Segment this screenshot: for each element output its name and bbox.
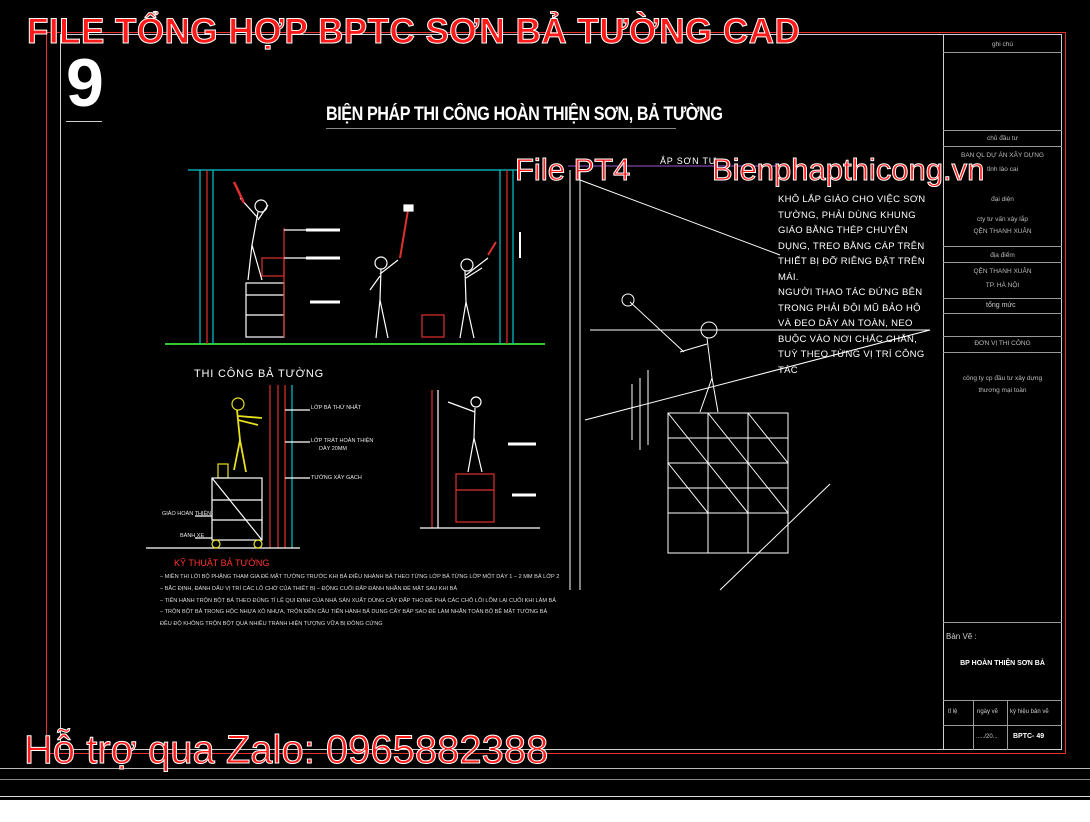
tb-vdivider xyxy=(973,700,974,750)
tb-consultant-label: đại diện xyxy=(991,196,1014,203)
technique-notes xyxy=(160,572,559,631)
technique-line: – MIỀN THI LỚI BỘ PHẬNG THAM GIA ĐỂ MẶT TƯỜNG TRƯỚC KHI BẢ ĐIỀU NHÀNH BẢ THEO TỪNG LỚP BẢ TỪNG LỚP MỘT DÀY 1 – 2 MM BẢ LỚP 2 xyxy=(160,574,560,580)
section-title-paint: ẮP SƠN TƯ xyxy=(660,156,718,166)
tb-address-1: QỆN THANH XUÂN xyxy=(973,268,1032,275)
label-wall: TƯỜNG XÂY GẠCH xyxy=(311,475,362,481)
note-line: TRONG PHẢI ĐỘI MŨ BẢO HỘ xyxy=(778,302,921,314)
tb-divider xyxy=(943,52,1062,53)
tb-drawing-label: Bản Vẽ : xyxy=(946,632,977,641)
tb-date-label: ngày vẽ xyxy=(977,709,999,715)
tb-contractor-2: thương mại toàn xyxy=(978,387,1027,394)
tb-consultant-1: cty tư vấn xây lắp xyxy=(977,216,1028,223)
note-line: TÁC xyxy=(778,364,798,376)
label-layer2b: DÀY 20MM xyxy=(319,446,348,452)
bottom-white-strip xyxy=(0,800,1090,822)
note-line: VÀ ĐEO DÂY AN TOÀN, NEO xyxy=(778,318,913,329)
tb-divider xyxy=(943,352,1062,353)
label-layer2: LỚP TRÁT HOÀN THIỆN xyxy=(311,438,374,444)
label-wheel: BÁNH XE xyxy=(180,533,205,539)
note-line: GIÁO BẰNG THÉP CHUYÊN xyxy=(778,225,909,236)
note-line: BUỘC VÀO NƠI CHẮC CHẮN, xyxy=(778,333,918,345)
section-title-plaster: THI CÔNG BẢ TƯỜNG xyxy=(194,368,325,380)
tb-divider xyxy=(943,336,1062,337)
sheet-number-line xyxy=(66,121,102,122)
technique-line: ĐỀU ĐỘ KHÔNG TRỘN BỘT QUÁ NHIỀU TRÁNH HIỆN TƯỢNG VỮA BỊ ĐÔNG CỨNG xyxy=(160,621,383,628)
overlay-website: Bienphapthicong.vn xyxy=(712,152,985,187)
tb-consultant-2: QỆN THANH XUÂN xyxy=(973,228,1032,235)
tb-divider xyxy=(943,146,1062,147)
paint-elevation xyxy=(165,170,545,344)
plaster-elevation xyxy=(146,385,310,548)
tb-divider xyxy=(943,246,1062,247)
tb-scale-label: tỉ lệ xyxy=(948,709,958,715)
tb-divider xyxy=(943,700,1062,701)
tb-sheet-label: ký hiệu bản vẽ xyxy=(1010,709,1049,715)
note-line: THIẾT BỊ ĐỠ RIÊNG ĐẶT TRÊN xyxy=(778,256,925,267)
tb-divider xyxy=(943,262,1062,263)
technique-title: KỸ THUẬT BẢ TƯỜNG xyxy=(174,558,270,568)
tb-divider xyxy=(943,622,1062,623)
tb-design-label: ĐƠN VỊ THI CÔNG xyxy=(974,340,1031,347)
note-line: KHÔ LẮP GIÁO CHO VIỆC SƠN xyxy=(778,194,926,205)
drawing-heading: BIỆN PHÁP THI CÔNG HOÀN THIỆN SƠN, BẢ TƯỜNG xyxy=(326,104,723,125)
note-line: DỤNG, TREO BẰNG CÁP TRÊN xyxy=(778,240,925,252)
tb-contractor-1: công ty cp đầu tư xây dựng xyxy=(962,375,1043,382)
tb-notes-label: ghi chú xyxy=(992,41,1013,48)
tb-date-value: ...../20... xyxy=(976,734,998,740)
heading-underline xyxy=(326,128,676,129)
plaster-detail xyxy=(420,390,540,528)
safety-notes xyxy=(778,192,928,378)
technique-line: – BẮC ĐỊNH, ĐÁNH DẤU VỊ TRÍ CÁC LỖ CHỜ CỦA THIẾT BỊ – ĐỘNG CUỐI ĐẤP ĐÁNH NHẦN ĐỂ MẶT SAU KHI BẢ xyxy=(160,585,458,592)
note-line: TƯỜNG, PHẢI DÙNG KHUNG xyxy=(778,209,916,221)
overlay-title: FILE TỔNG HỢP BPTC SƠN BẢ TƯỜNG CAD xyxy=(27,12,801,51)
note-line: TUỲ THEO TỪNG VỊ TRÍ CÔNG xyxy=(778,349,925,360)
tb-address-label: địa điểm xyxy=(990,252,1015,259)
technique-line: – TRỘN BỘT BẢ TRONG HỘC NHỰA XÔ NHỰA, TRỘN ĐỀN CẦU TIẾN HÀNH BẢ DUNG CẤY BẢP SAO ĐỂ LÀM NHẴN TOÀN BỘ BỀ MẶT TƯỜNG BẢ xyxy=(160,609,548,616)
tb-owner: BAN QL DỰ ÁN XÂY DỰNG xyxy=(961,152,1044,159)
tb-divider xyxy=(943,725,1062,726)
label-layer1: LỚP BẢ THỨ NHẤT xyxy=(311,405,362,411)
tb-stage-label: tổng mức xyxy=(986,302,1016,309)
overlay-file-label: File PT4 xyxy=(515,152,631,187)
tb-drawing-title: BP HOÀN THIỆN SƠN BẢ xyxy=(960,660,1045,667)
tb-owner-2: tỉnh lào cai xyxy=(986,166,1019,173)
label-scaffold: GIÁO HOÀN THIỆN xyxy=(162,511,212,517)
tb-owner-label: chủ đầu tư xyxy=(986,135,1019,142)
tb-divider xyxy=(943,130,1062,131)
tb-sheet-code: BPTC- 49 xyxy=(1013,733,1045,740)
note-line: MÁI. xyxy=(778,271,799,283)
technique-line: – TIẾN HÀNH TRỘN BỘT BẢ THEO ĐÚNG TỈ LỆ QUI ĐỊNH CỦA NHÀ SẢN XUẤT DÙNG CẦY ĐẤP THO ĐỂ PHÁ CÁC CHỖ LỒI LÕM LẠI CUỐI KHI LÀM BẢ xyxy=(160,597,556,604)
tb-address-2: TP. HÀ NỘI xyxy=(985,282,1020,289)
sheet-number: 9 xyxy=(66,45,104,121)
tb-divider xyxy=(943,313,1062,314)
tb-vdivider xyxy=(1007,700,1008,750)
tb-divider xyxy=(943,298,1062,299)
note-line: NGƯỜI THAO TÁC ĐỨNG BÊN xyxy=(778,287,923,298)
overlay-zalo: Hỗ trợ qua Zalo: 0965882388 xyxy=(24,728,549,772)
